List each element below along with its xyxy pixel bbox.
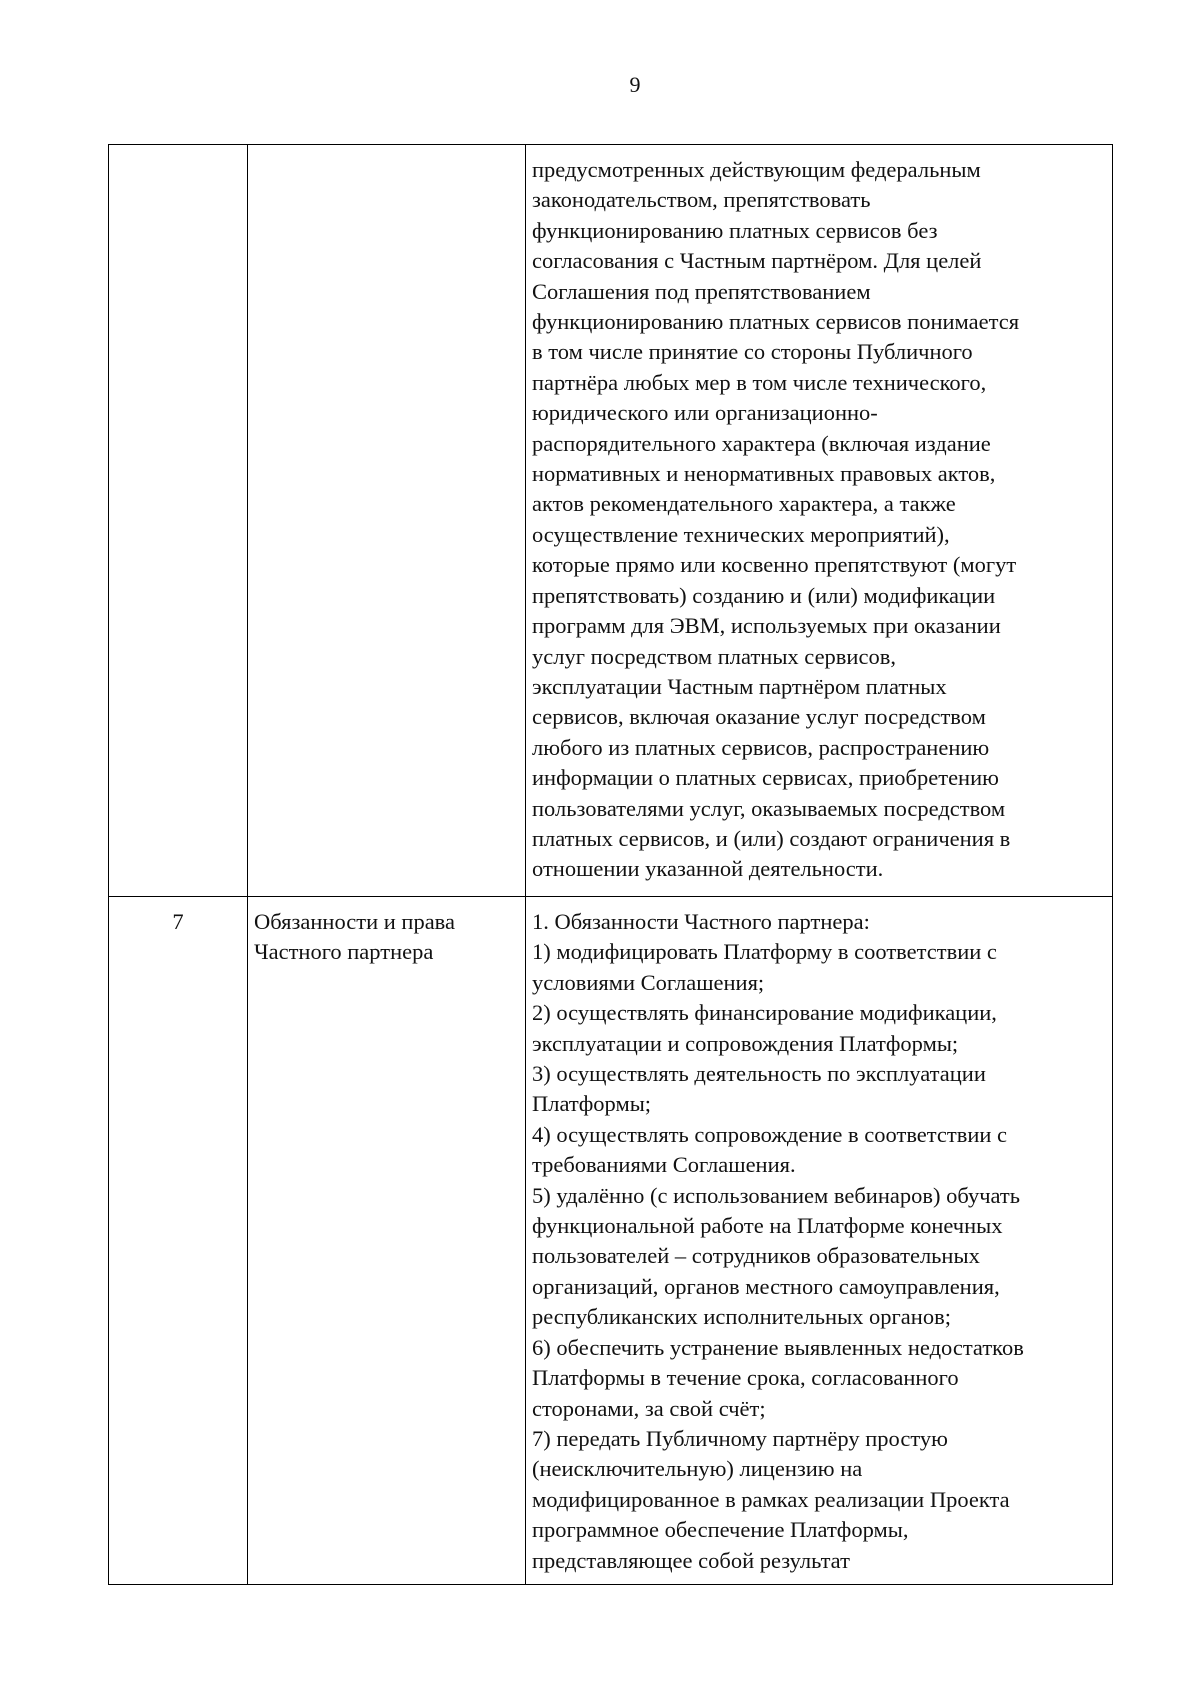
row-content-line: эксплуатации Частным партнёром платных [532,673,947,699]
table-row [109,145,1113,897]
agreement-table [108,144,1113,1585]
row-content-line: модифицированное в рамках реализации Проекта [532,1486,1010,1512]
row-content-line: в том числе принятие со стороны Публичного [532,339,973,365]
page-number: 9 [629,72,641,97]
row-number-cell [109,145,248,897]
row-content-line: осуществление технических мероприятий), [532,521,950,547]
row-content-line: юридического или организационно- [532,400,878,426]
row-content-line: 6) обеспечить устранение выявленных недостатков [532,1334,1024,1360]
row-content-line: услуг посредством платных сервисов, [532,643,896,669]
row-content-line: республиканских исполнительных органов; [532,1304,951,1330]
row-content-line: партнёра любых мер в том числе технического, [532,369,987,395]
row-content-line: отношении указанной деятельности. [532,856,884,882]
row-content-cell [526,145,1113,897]
row-content-line: препятствовать) созданию и (или) модификации [532,582,996,608]
row-content-line: 3) осуществлять деятельность по эксплуатации [532,1061,986,1087]
row-content-line: пользователями услуг, оказываемых посредством [532,795,1006,821]
row-content-line: информации о платных сервисах, приобретению [532,765,999,791]
row-content-line: нормативных и ненормативных правовых актов, [532,461,996,487]
row-content-line: функционированию платных сервисов понимается [532,309,1020,335]
row-content-line: пользователей – сотрудников образовательных [532,1243,980,1269]
row-content-line: платных сервисов, и (или) создают ограничения в [532,825,1011,851]
row-content-line: сервисов, включая оказание услуг посредством [532,704,986,730]
row-content-line: организаций, органов местного самоуправления, [532,1273,1000,1299]
row-content-line: сторонами, за свой счёт; [532,1395,766,1421]
row-content-line: 2) осуществлять финансирование модификации, [532,1000,997,1026]
row-number-cell: 7 [109,897,248,1585]
row-content-line: распорядительного характера (включая издание [532,430,991,456]
row-content-line: 5) удалённо (с использованием вебинаров) обучать [532,1182,1021,1208]
row-content-line: 1. Обязанности Частного партнера: [532,909,870,934]
row-content-line: условиями Соглашения; [532,969,765,995]
row-title-line: Обязанности и права [254,909,455,934]
row-content-line: Платформы; [532,1091,652,1117]
row-content-line: программ для ЭВМ, используемых при оказании [532,613,1001,639]
row-content-line: функциональной работе на Платформе конечных [532,1213,1003,1239]
row-title-line: Частного партнера [254,939,434,965]
row-content-line: 7) передать Публичному партнёру простую [532,1425,948,1451]
row-content-line: Платформы в течение срока, согласованного [532,1365,959,1391]
row-content-line: требованиями Соглашения. [532,1152,796,1178]
row-title-cell [248,145,526,897]
row-content-line: актов рекомендательного характера, а также [532,491,956,517]
row-content-cell [526,897,1113,1585]
row-content-line: любого из платных сервисов, распространению [532,734,990,760]
row-content-line: которые прямо или косвенно препятствуют (могут [532,552,1017,578]
row-content-line: функционированию платных сервисов без [532,217,938,243]
row-content-line: (неисключительную) лицензию на [532,1456,863,1482]
row-content-line: 4) осуществлять сопровождение в соответствии с [532,1121,1008,1147]
row-content-line: программное обеспечение Платформы, [532,1517,909,1543]
row-content-line: представляющее собой результат [532,1547,850,1573]
row-content-line: согласования с Частным партнёром. Для целей [532,248,982,274]
row-content-line: предусмотренных действующим федеральным [532,157,981,182]
row-content-line: 1) модифицировать Платформу в соответствии с [532,939,997,965]
row-content-line: эксплуатации и сопровождения Платформы; [532,1030,959,1056]
row-content-line: Соглашения под препятствованием [532,278,871,304]
table-row [109,897,1113,1585]
row-title-cell [248,897,526,1585]
row-content-line: законодательством, препятствовать [532,187,871,213]
